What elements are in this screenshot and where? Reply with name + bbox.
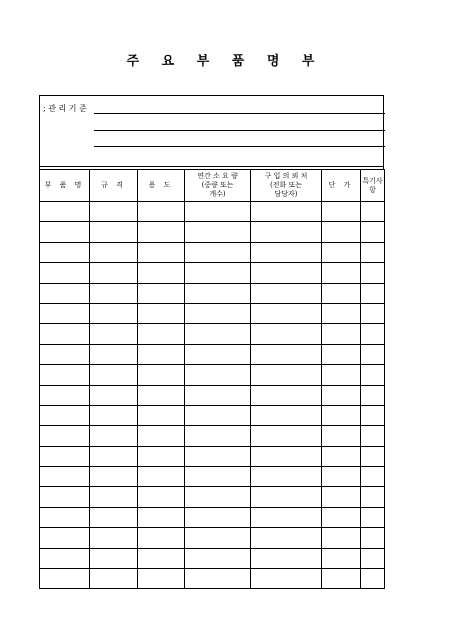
cell-usage[interactable] (138, 405, 185, 425)
cell-remarks[interactable] (361, 487, 385, 507)
cell-unit-price[interactable] (322, 426, 361, 446)
cell-annual-requirement[interactable] (185, 202, 251, 222)
management-criteria-label: ; 관 리 기 준 (43, 104, 87, 113)
cell-part-name[interactable] (40, 426, 90, 446)
criteria-line[interactable] (94, 146, 385, 147)
cell-spec[interactable] (90, 446, 138, 466)
cell-remarks[interactable] (361, 365, 385, 385)
cell-unit-price[interactable] (322, 324, 361, 344)
table-row (40, 344, 385, 364)
cell-annual-requirement[interactable] (185, 405, 251, 425)
header-unit-price: 단 가 (322, 170, 361, 202)
cell-usage[interactable] (138, 528, 185, 548)
header-part-name: 부 품 명 (40, 170, 90, 202)
cell-unit-price[interactable] (322, 283, 361, 303)
cell-remarks[interactable] (361, 548, 385, 568)
cell-spec[interactable] (90, 344, 138, 364)
cell-purchase-supplier[interactable] (251, 303, 322, 323)
cell-usage[interactable] (138, 569, 185, 589)
cell-unit-price[interactable] (322, 303, 361, 323)
cell-remarks[interactable] (361, 528, 385, 548)
cell-purchase-supplier[interactable] (251, 548, 322, 568)
cell-spec[interactable] (90, 487, 138, 507)
cell-remarks[interactable] (361, 202, 385, 222)
cell-remarks[interactable] (361, 344, 385, 364)
cell-annual-requirement[interactable] (185, 507, 251, 527)
cell-usage[interactable] (138, 487, 185, 507)
cell-spec[interactable] (90, 303, 138, 323)
cell-part-name[interactable] (40, 548, 90, 568)
cell-annual-requirement[interactable] (185, 365, 251, 385)
cell-annual-requirement[interactable] (185, 548, 251, 568)
cell-unit-price[interactable] (322, 569, 361, 589)
cell-spec[interactable] (90, 385, 138, 405)
cell-unit-price[interactable] (322, 365, 361, 385)
table-row (40, 283, 385, 303)
cell-annual-requirement[interactable] (185, 324, 251, 344)
table-row (40, 426, 385, 446)
table-row (40, 569, 385, 589)
cell-annual-requirement[interactable] (185, 283, 251, 303)
cell-annual-requirement[interactable] (185, 467, 251, 487)
cell-spec[interactable] (90, 548, 138, 568)
criteria-line[interactable] (94, 113, 385, 114)
cell-usage[interactable] (138, 344, 185, 364)
cell-annual-requirement[interactable] (185, 446, 251, 466)
cell-spec[interactable] (90, 507, 138, 527)
cell-part-name[interactable] (40, 446, 90, 466)
cell-purchase-supplier[interactable] (251, 385, 322, 405)
cell-unit-price[interactable] (322, 528, 361, 548)
cell-purchase-supplier[interactable] (251, 528, 322, 548)
cell-part-name[interactable] (40, 487, 90, 507)
table-row (40, 507, 385, 527)
cell-purchase-supplier[interactable] (251, 446, 322, 466)
header-usage: 용 도 (138, 170, 185, 202)
cell-annual-requirement[interactable] (185, 242, 251, 262)
cell-annual-requirement[interactable] (185, 222, 251, 242)
cell-remarks[interactable] (361, 242, 385, 262)
table-row (40, 446, 385, 466)
header-purchase-supplier: 구 입 의 뢰 처 (전화 또는 담당자) (251, 170, 322, 202)
cell-purchase-supplier[interactable] (251, 242, 322, 262)
cell-part-name[interactable] (40, 202, 90, 222)
table-row (40, 202, 385, 222)
cell-part-name[interactable] (40, 222, 90, 242)
cell-usage[interactable] (138, 426, 185, 446)
cell-remarks[interactable] (361, 385, 385, 405)
cell-annual-requirement[interactable] (185, 487, 251, 507)
cell-spec[interactable] (90, 365, 138, 385)
table-row (40, 222, 385, 242)
cell-spec[interactable] (90, 283, 138, 303)
cell-annual-requirement[interactable] (185, 344, 251, 364)
table-row (40, 365, 385, 385)
cell-purchase-supplier[interactable] (251, 222, 322, 242)
cell-remarks[interactable] (361, 283, 385, 303)
cell-annual-requirement[interactable] (185, 303, 251, 323)
cell-spec[interactable] (90, 569, 138, 589)
cell-unit-price[interactable] (322, 405, 361, 425)
cell-part-name[interactable] (40, 507, 90, 527)
cell-spec[interactable] (90, 242, 138, 262)
cell-unit-price[interactable] (322, 242, 361, 262)
cell-remarks[interactable] (361, 446, 385, 466)
cell-unit-price[interactable] (322, 202, 361, 222)
cell-remarks[interactable] (361, 426, 385, 446)
cell-purchase-supplier[interactable] (251, 405, 322, 425)
cell-spec[interactable] (90, 324, 138, 344)
cell-spec[interactable] (90, 528, 138, 548)
cell-part-name[interactable] (40, 242, 90, 262)
cell-purchase-supplier[interactable] (251, 487, 322, 507)
cell-annual-requirement[interactable] (185, 426, 251, 446)
cell-part-name[interactable] (40, 528, 90, 548)
cell-purchase-supplier[interactable] (251, 569, 322, 589)
cell-purchase-supplier[interactable] (251, 467, 322, 487)
cell-usage[interactable] (138, 548, 185, 568)
cell-usage[interactable] (138, 222, 185, 242)
cell-remarks[interactable] (361, 303, 385, 323)
cell-unit-price[interactable] (322, 222, 361, 242)
table-row (40, 548, 385, 568)
cell-spec[interactable] (90, 202, 138, 222)
table-header-row (40, 170, 385, 202)
cell-part-name[interactable] (40, 303, 90, 323)
cell-unit-price[interactable] (322, 487, 361, 507)
page-title: 주 요 부 품 명 부 (126, 54, 324, 69)
cell-purchase-supplier[interactable] (251, 365, 322, 385)
cell-part-name[interactable] (40, 263, 90, 283)
cell-usage[interactable] (138, 242, 185, 262)
cell-spec[interactable] (90, 222, 138, 242)
cell-usage[interactable] (138, 385, 185, 405)
cell-spec[interactable] (90, 263, 138, 283)
cell-unit-price[interactable] (322, 467, 361, 487)
cell-usage[interactable] (138, 202, 185, 222)
cell-remarks[interactable] (361, 467, 385, 487)
header-annual-requirement: 연간 소 요 량 (중량 또는 개수) (185, 170, 251, 202)
table-row (40, 467, 385, 487)
cell-remarks[interactable] (361, 405, 385, 425)
cell-purchase-supplier[interactable] (251, 426, 322, 446)
cell-purchase-supplier[interactable] (251, 344, 322, 364)
cell-part-name[interactable] (40, 569, 90, 589)
header-remarks: 특기사항 (361, 170, 385, 202)
cell-annual-requirement[interactable] (185, 569, 251, 589)
cell-remarks[interactable] (361, 263, 385, 283)
cell-unit-price[interactable] (322, 385, 361, 405)
cell-remarks[interactable] (361, 569, 385, 589)
cell-purchase-supplier[interactable] (251, 283, 322, 303)
cell-usage[interactable] (138, 303, 185, 323)
management-criteria-box (39, 95, 384, 167)
cell-part-name[interactable] (40, 365, 90, 385)
cell-part-name[interactable] (40, 283, 90, 303)
table-row (40, 242, 385, 262)
table-row (40, 528, 385, 548)
cell-remarks[interactable] (361, 324, 385, 344)
cell-usage[interactable] (138, 283, 185, 303)
cell-spec[interactable] (90, 467, 138, 487)
cell-part-name[interactable] (40, 385, 90, 405)
cell-unit-price[interactable] (322, 507, 361, 527)
cell-usage[interactable] (138, 263, 185, 283)
cell-part-name[interactable] (40, 324, 90, 344)
cell-annual-requirement[interactable] (185, 528, 251, 548)
cell-purchase-supplier[interactable] (251, 324, 322, 344)
table-row (40, 487, 385, 507)
cell-unit-price[interactable] (322, 344, 361, 364)
criteria-line[interactable] (94, 130, 385, 131)
cell-unit-price[interactable] (322, 263, 361, 283)
cell-usage[interactable] (138, 507, 185, 527)
cell-part-name[interactable] (40, 344, 90, 364)
cell-unit-price[interactable] (322, 548, 361, 568)
cell-purchase-supplier[interactable] (251, 507, 322, 527)
table-row (40, 385, 385, 405)
cell-spec[interactable] (90, 405, 138, 425)
cell-spec[interactable] (90, 426, 138, 446)
parts-table (39, 169, 385, 589)
table-row (40, 324, 385, 344)
table-row (40, 405, 385, 425)
cell-usage[interactable] (138, 365, 185, 385)
cell-usage[interactable] (138, 446, 185, 466)
cell-part-name[interactable] (40, 405, 90, 425)
cell-remarks[interactable] (361, 222, 385, 242)
cell-usage[interactable] (138, 324, 185, 344)
cell-part-name[interactable] (40, 467, 90, 487)
table-row (40, 263, 385, 283)
header-spec: 규 격 (90, 170, 138, 202)
cell-purchase-supplier[interactable] (251, 263, 322, 283)
cell-unit-price[interactable] (322, 446, 361, 466)
cell-annual-requirement[interactable] (185, 385, 251, 405)
cell-purchase-supplier[interactable] (251, 202, 322, 222)
cell-usage[interactable] (138, 467, 185, 487)
table-row (40, 303, 385, 323)
cell-annual-requirement[interactable] (185, 263, 251, 283)
cell-remarks[interactable] (361, 507, 385, 527)
